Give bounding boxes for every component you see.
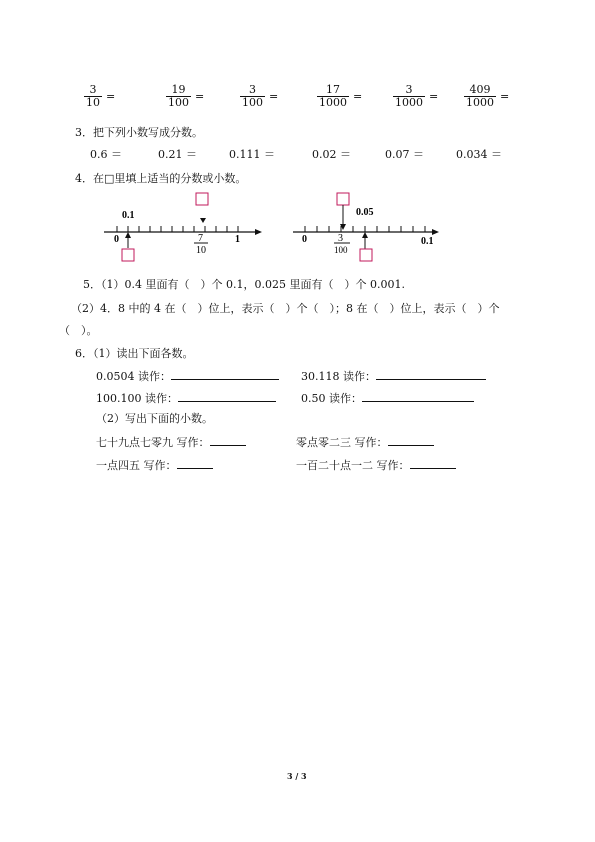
q5-line3: （ ）。 — [59, 324, 98, 337]
numerator: 3 — [89, 83, 97, 96]
denominator: 10 — [86, 96, 100, 109]
denominator: 100 — [242, 96, 263, 109]
read-item — [301, 389, 474, 406]
label-zero: 0 — [114, 234, 119, 245]
numerator: 19 — [171, 83, 186, 96]
number-lines — [0, 185, 595, 270]
write-item — [296, 433, 434, 450]
q3-title: 3．把下列小数写成分数。 — [75, 126, 203, 139]
equals-sign: = — [500, 90, 510, 103]
answer-blank[interactable] — [178, 389, 276, 402]
label-one: 1 — [235, 234, 240, 245]
answer-box[interactable] — [337, 193, 349, 205]
q3-item: 0.02 ＝ — [312, 148, 351, 161]
numerator: 17 — [326, 83, 340, 96]
arrow-up-icon — [125, 232, 131, 238]
q3-item: 0.07 ＝ — [385, 148, 424, 161]
read-item — [301, 367, 486, 384]
write-item — [96, 433, 246, 450]
fraction-6 — [464, 84, 509, 109]
q6-sub2: （2）写出下面的小数。 — [96, 412, 213, 425]
read-item — [96, 367, 279, 384]
numerator: 3 — [249, 83, 256, 96]
q4-title: 4．在□里填上适当的分数或小数。 — [75, 172, 247, 185]
equals-sign: = — [106, 90, 116, 103]
numerator: 409 — [469, 83, 491, 96]
denominator: 1000 — [319, 96, 347, 109]
fraction-1 — [84, 84, 115, 109]
read-label: 0.50 读作： — [301, 392, 362, 405]
number-line-2 — [293, 193, 439, 261]
arrow-down-icon — [200, 218, 206, 223]
answer-blank[interactable] — [171, 367, 279, 380]
denominator: 1000 — [395, 96, 423, 109]
denominator: 1000 — [466, 96, 494, 109]
write-label: 七十九点七零九 写作： — [96, 436, 210, 449]
q3-item: 0.6 ＝ — [90, 148, 122, 161]
number-line-1 — [104, 193, 262, 261]
answer-blank[interactable] — [177, 456, 213, 469]
answer-box[interactable] — [196, 193, 208, 205]
answer-blank[interactable] — [210, 433, 246, 446]
label-top: 0.05 — [356, 207, 374, 218]
fraction-4 — [317, 84, 362, 109]
q3-item: 0.111 ＝ — [229, 148, 275, 161]
q6-title: 6．（1）读出下面各数。 — [75, 347, 194, 360]
page-number: 3 / 3 — [287, 771, 307, 781]
answer-box[interactable] — [360, 249, 372, 261]
equals-sign: = — [429, 90, 439, 103]
read-item — [96, 389, 276, 406]
q5-line2: （2）4．8 中的 4 在（ ）位上，表示（ ）个（ ）；8 在（ ）位上，表示（ ）个 — [71, 302, 500, 315]
read-label: 100.100 读作： — [96, 392, 178, 405]
fraction-numerator: 7 — [198, 233, 203, 244]
equals-sign: = — [353, 90, 363, 103]
fraction-denominator: 10 — [196, 245, 206, 256]
write-item — [96, 456, 213, 473]
write-label: 一百二十点一二 写作： — [296, 459, 410, 472]
label-zero: 0 — [302, 234, 307, 245]
answer-blank[interactable] — [376, 367, 486, 380]
fraction-2 — [166, 84, 204, 109]
answer-blank[interactable] — [362, 389, 474, 402]
arrow-up-icon — [362, 232, 368, 238]
equals-sign: = — [269, 90, 279, 103]
answer-blank[interactable] — [388, 433, 434, 446]
arrow-right-icon — [432, 229, 439, 235]
arrow-right-icon — [255, 229, 262, 235]
q5-line1: 5．（1）0.4 里面有（ ）个 0.1，0.025 里面有（ ）个 0.001. — [83, 278, 405, 291]
fraction-5 — [393, 84, 438, 109]
read-label: 30.118 读作： — [301, 370, 376, 383]
denominator: 100 — [168, 96, 189, 109]
write-item — [296, 456, 456, 473]
fraction-numerator: 3 — [338, 233, 343, 244]
label-end: 0.1 — [421, 236, 434, 247]
fraction-3 — [240, 84, 278, 109]
answer-blank[interactable] — [410, 456, 456, 469]
fraction-denominator: 100 — [334, 245, 348, 255]
q3-item: 0.034 ＝ — [456, 148, 502, 161]
write-label: 零点零二三 写作： — [296, 436, 388, 449]
numerator: 3 — [405, 83, 413, 96]
read-label: 0.0504 读作： — [96, 370, 171, 383]
write-label: 一点四五 写作： — [96, 459, 177, 472]
q3-item: 0.21 ＝ — [158, 148, 197, 161]
label-top: 0.1 — [122, 210, 135, 221]
equals-sign: = — [195, 90, 205, 103]
answer-box[interactable] — [122, 249, 134, 261]
